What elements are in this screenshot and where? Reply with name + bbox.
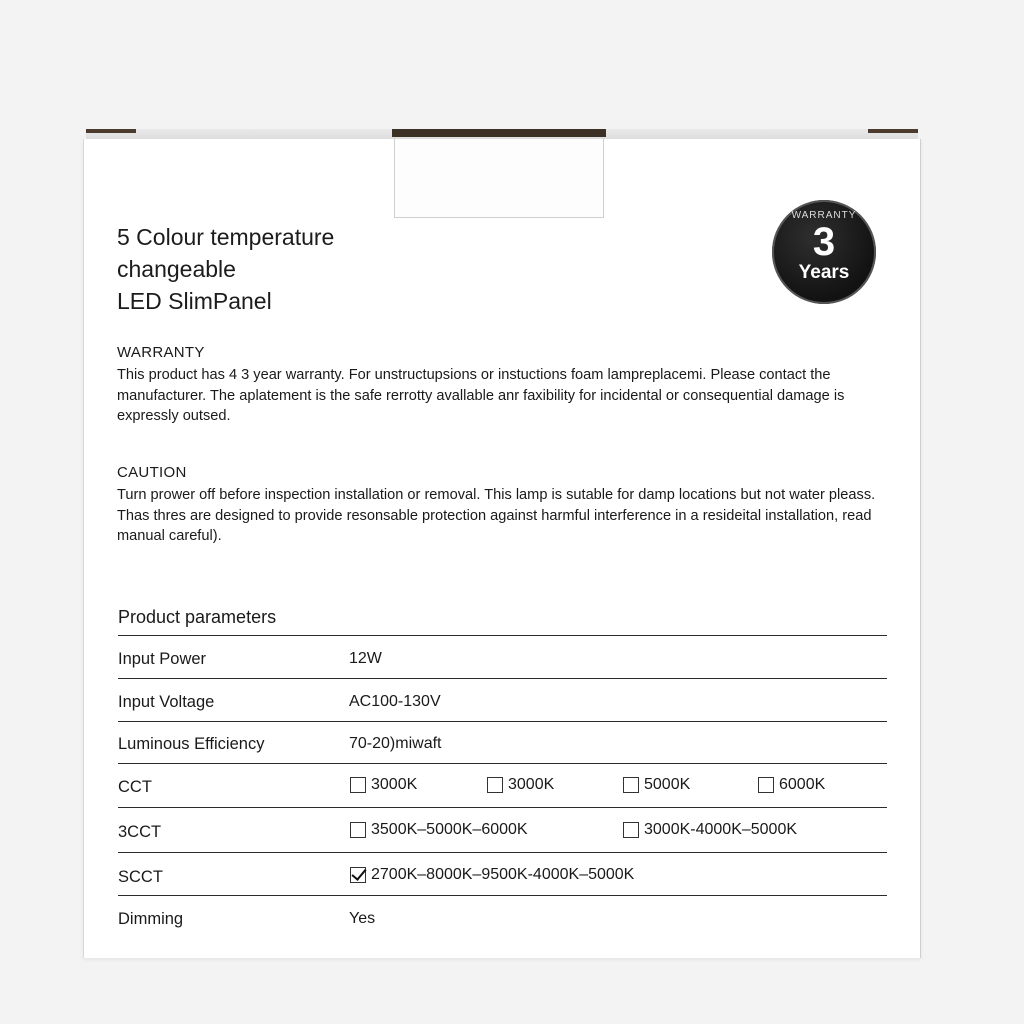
box-flap xyxy=(394,139,604,218)
caution-body: Turn prower off before inspection installation or removal. This lamp is sutable for damp locations but not water pleass. Thas thres are designed to provide resonsable protection against harmful interference in a resideital installation, read manual careful). xyxy=(117,487,876,544)
cct-option-3 xyxy=(623,776,690,794)
cct-option-4-text: 6000K xyxy=(779,776,826,793)
caution-title: CAUTION xyxy=(117,464,187,481)
headline-line-1: 5 Colour temperature xyxy=(117,224,335,250)
scct-option-1-text: 2700K–8000K–9500K-4000K–5000K xyxy=(371,866,635,883)
scct-option-1 xyxy=(350,866,634,884)
cct-option-3-text: 5000K xyxy=(644,776,691,793)
param-value-luminous-efficiency: 70-20)miwaft xyxy=(349,735,442,752)
product-box xyxy=(83,139,921,958)
checkbox-checked-icon xyxy=(350,867,366,883)
badge-arc-text: WARRANTY xyxy=(791,210,857,221)
table-rule xyxy=(118,807,887,808)
warranty-title: WARRANTY xyxy=(117,344,205,361)
box-edge-middle xyxy=(392,129,606,137)
checkbox-icon xyxy=(350,777,366,793)
table-rule xyxy=(118,763,887,764)
checkbox-icon xyxy=(623,777,639,793)
badge-unit: Years xyxy=(798,262,850,283)
table-rule xyxy=(118,721,887,722)
cct-option-4 xyxy=(758,776,825,794)
cct-option-2 xyxy=(487,776,554,794)
checkbox-icon xyxy=(623,822,639,838)
param-label-dimming: Dimming xyxy=(118,910,184,928)
param-label-input-voltage: Input Voltage xyxy=(118,693,215,711)
box-edge-right xyxy=(868,129,918,133)
table-rule xyxy=(118,635,887,636)
product-headline xyxy=(117,221,334,317)
param-label-3cct: 3CCT xyxy=(118,823,162,841)
param-label-luminous-efficiency: Luminous Efficiency xyxy=(118,735,265,753)
3cct-option-2 xyxy=(623,821,797,839)
checkbox-icon xyxy=(487,777,503,793)
param-value-input-power: 12W xyxy=(349,650,382,667)
param-value-dimming: Yes xyxy=(349,910,376,927)
3cct-option-1 xyxy=(350,821,528,839)
badge-number: 3 xyxy=(812,220,836,264)
headline-line-2: changeable xyxy=(117,256,236,282)
params-title: Product parameters xyxy=(118,607,277,627)
checkbox-icon xyxy=(350,822,366,838)
cct-option-1-text: 3000K xyxy=(371,776,418,793)
checkbox-icon xyxy=(758,777,774,793)
warranty-badge xyxy=(772,200,876,304)
warranty-body: This product has 4 3 year warranty. For unstructupsions or instuctions foam lampreplacemi. Please contact the manufacturer. The aplatement is the safe rerrotty avallable anr faxibility for incidental or consequential damage is expressly outsed. xyxy=(117,367,845,424)
3cct-option-2-text: 3000K-4000K–5000K xyxy=(644,821,798,838)
table-rule xyxy=(118,895,887,896)
box-edge-left xyxy=(86,129,136,133)
param-value-input-voltage: AC100-130V xyxy=(349,693,441,710)
3cct-option-1-text: 3500K–5000K–6000K xyxy=(371,821,528,838)
param-label-scct: SCCT xyxy=(118,868,163,886)
headline-line-3: LED SlimPanel xyxy=(117,288,272,314)
cct-option-1 xyxy=(350,776,417,794)
param-label-cct: CCT xyxy=(118,778,152,796)
param-label-input-power: Input Power xyxy=(118,650,207,668)
table-rule xyxy=(118,852,887,853)
cct-option-2-text: 3000K xyxy=(508,776,555,793)
table-rule xyxy=(118,678,887,679)
